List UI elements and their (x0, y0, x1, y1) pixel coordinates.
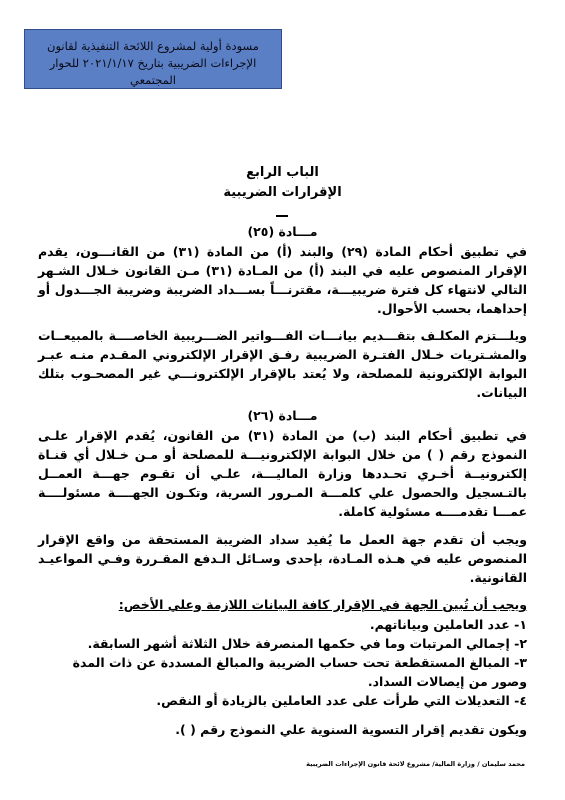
article-26-paragraph-2: ويجب أن تقدم جهة العمل ما يُفيد سداد الضريبة المستحقة من واقع الإقرار المنصوص عليه في هـذه المـادة، بإحدى وسـائل الـدفع المقـررة وفـي المواعيـد القانونية. (38, 532, 527, 585)
article-25-heading: مـــادة (٢٥) (247, 224, 318, 239)
draft-stamp-text: مسودة أولية لمشروع اللائحة التنفيذية لقانون الإجراءات الضريبية بتاريخ ٢٠٢١/١/١٧ للحوار المجتمعي (47, 39, 259, 87)
article-26-heading: مـــادة (٢٦) (247, 408, 318, 423)
article-25-paragraph-2: ويلـــتزم المكلـف بتقـــديم بيانـــات الفـــواتير الضـــريبية الخاصــــة بالمبيعــات والمشـتريات خـلال الفتـرة الضريبية رفـق الإقرار الإلكتروني المقـدم منـه عبـر البوابة الإلكترونية للمصلحة، ولا يُعتد بالإقرار الإلكترونـــي غير المصحـوب بتلك البيانات. (38, 328, 527, 400)
article-25-paragraph-1: في تطبيق أحكام المادة (٢٩) والبند (أ) من المادة (٣١) من القانـــون، يقدم الإقرار المنصوص عليه في البند (أ) من المـادة (٣١) مـن القانون خـلال الشـهر التالي لانتهاء كل فترة ضريبيـــة، مقترنـــاً بســـداد الضريبة وضريبة الجـــدول أو إحداهما، بحسب الأحوال. (38, 244, 528, 316)
draft-stamp-box (24, 29, 282, 89)
chapter-subtitle: الإقرارات الضريبية (223, 185, 342, 200)
list-item: ٤- التعديلات التي طرأت على عدد العاملين بالزيادة أو النقص. (156, 693, 527, 708)
heading-divider (276, 215, 288, 217)
list-item: ٣- المبالغ المستقطعة تحت حساب الضريبة والمبالغ المسددة عن ذات المدة وصور من إيصالات السداد. (72, 655, 527, 689)
annual-settlement-note: ويكون تقديم إقرار التسوية السنوية علي النموذج رقم ( ). (175, 722, 527, 737)
chapter-title: الباب الرابع (246, 165, 319, 180)
list-item: ٢- إجمالي المرتبات وما في حكمها المنصرفة خلال الثلاثة أشهر السابقة. (87, 636, 527, 651)
article-26-paragraph-1: في تطبيق أحكام البند (ب) من المادة (٣١) من القانون، يُقدم الإقرار علـى النموذج رقم ( ) من خلال البوابة الإلكترونيـــة للمصلحة أو مـن خـلال أي قنـاة إلكترونيــة أخـري تحـددها وزارة الماليـــة، علـي أن تقـوم جهـــة العمــل بالتـسجيل والحصول علي كلمـــة المـرور السرية، وتكـون الجهــــة مسئولــــة عمـــا تقدمــــه مسئولية كاملة. (38, 428, 527, 519)
list-item: ١- عدد العاملين وبياناتهم. (369, 617, 527, 632)
page-footer: محمد سليمان / وزارة المالية/ مشروع لائحة قانون الإجراءات الضريبية (306, 760, 525, 768)
required-data-heading: ويجب أن تُبين الجهة في الإقرار كافة البيانات اللازمة وعلي الأخص: (118, 597, 527, 612)
